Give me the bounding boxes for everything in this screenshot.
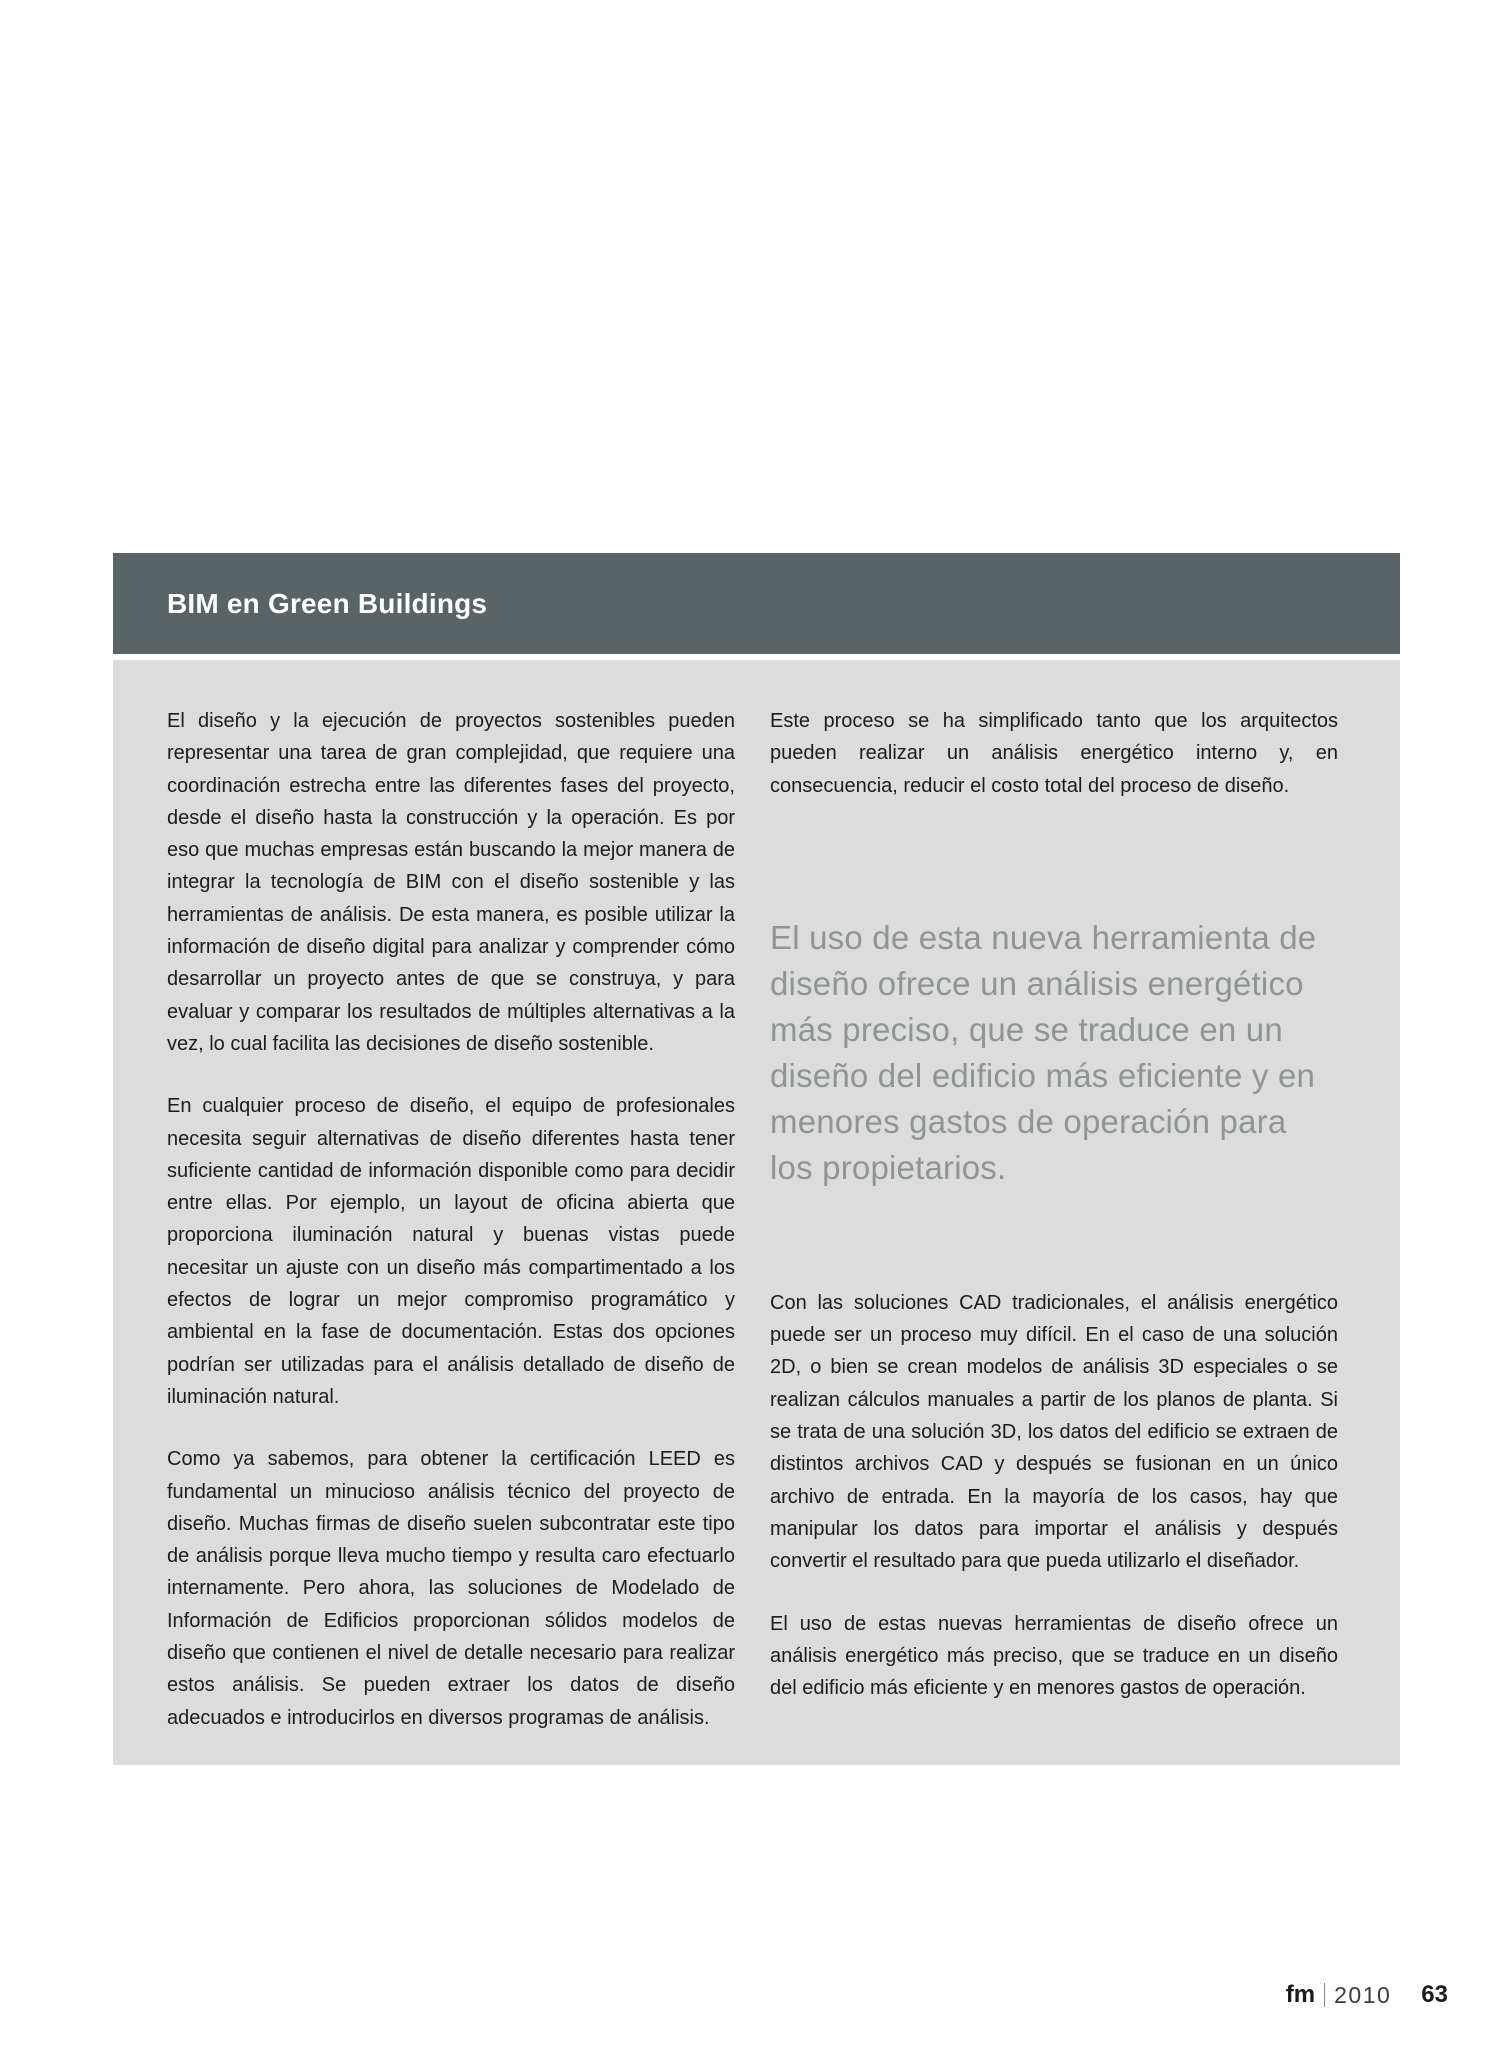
paragraph: El diseño y la ejecución de proyectos sostenibles pueden representar una tarea de gran complejidad, que requiere una coordinación estrecha entre las diferentes fases del proyecto, desde el diseño hasta la construcción y la operación. Es por eso que muchas empresas están buscando la mejor manera de integrar la tecnología de BIM con el diseño sostenible y las herramientas de análisis. De esta manera, es posible utilizar la información de diseño digital para analizar y comprender cómo desarrollar un proyecto antes de que se construya, y para evaluar y comparar los resultados de múltiples alternativas a la vez, lo cual facilita las decisiones de diseño sostenible. — [167, 710, 735, 1055]
paragraph: Como ya sabemos, para obtener la certificación LEED es fundamental un minucioso análisis técnico del proyecto de diseño. Muchas firmas de diseño suelen subcontratar este tipo de análisis porque lleva mucho tiempo y resulta caro efectuarlo internamente. Pero ahora, las soluciones de Modelado de Información de Edificios proporcionan sólidos modelos de diseño que contienen el nivel de detalle necesario para realizar estos análisis. Se pueden extraer los datos de diseño adecuados e introducirlos en diversos programas de análisis. — [167, 1448, 735, 1729]
paragraph: En cualquier proceso de diseño, el equipo de profesionales necesita seguir alternativas de diseño diferentes hasta tener suficiente cantidad de información disponible como para decidir entre ellas. Por ejemplo, un layout de oficina abierta que proporciona iluminación natural y buenas vistas puede necesitar un ajuste con un diseño más compartimentado a los efectos de lograr un mejor compromiso programático y ambiental en la fase de documentación. Estas dos opciones podrían ser utilizadas para el análisis detallado de diseño de iluminación natural. — [167, 1095, 735, 1408]
right-column — [770, 705, 1338, 1734]
footer-divider — [1324, 1983, 1325, 2007]
pull-quote: El uso de esta nueva herramienta de diseño ofrece un análisis energético más preciso, que se traduce en un diseño del edificio más eficiente y en menores gastos de operación para los propietarios. — [770, 918, 1317, 1186]
article-body — [113, 660, 1400, 1765]
page-number: 63 — [1421, 1981, 1448, 2008]
paragraph: Con las soluciones CAD tradicionales, el análisis energético puede ser un proceso muy difícil. En el caso de una solución 2D, o bien se crean modelos de análisis 3D especiales o se realizan cálculos manuales a partir de los planos de planta. Si se trata de una solución 3D, los datos del edificio se extraen de distintos archivos CAD y después se fusionan en un único archivo de entrada. En la mayoría de los casos, hay que manipular los datos para importar el análisis y después convertir el resultado para que pueda utilizarlo el diseñador. — [770, 1291, 1338, 1573]
page-footer — [1286, 1983, 1448, 2007]
article-panel — [113, 553, 1400, 1765]
paragraph: Este proceso se ha simplificado tanto que los arquitectos pueden realizar un análisis energético interno y, en consecuencia, reducir el costo total del proceso de diseño. — [770, 710, 1338, 797]
magazine-logo: fm — [1285, 1981, 1316, 2008]
section-title: BIM en Green Buildings — [167, 587, 488, 619]
section-header-bar — [113, 553, 1400, 654]
paragraph: El uso de estas nuevas herramientas de diseño ofrece un análisis energético más preciso, que se traduce en un diseño del edificio más eficiente y en menores gastos de operación. — [770, 1612, 1338, 1700]
left-column — [167, 705, 735, 1764]
footer-year: 2010 — [1334, 1981, 1392, 2008]
